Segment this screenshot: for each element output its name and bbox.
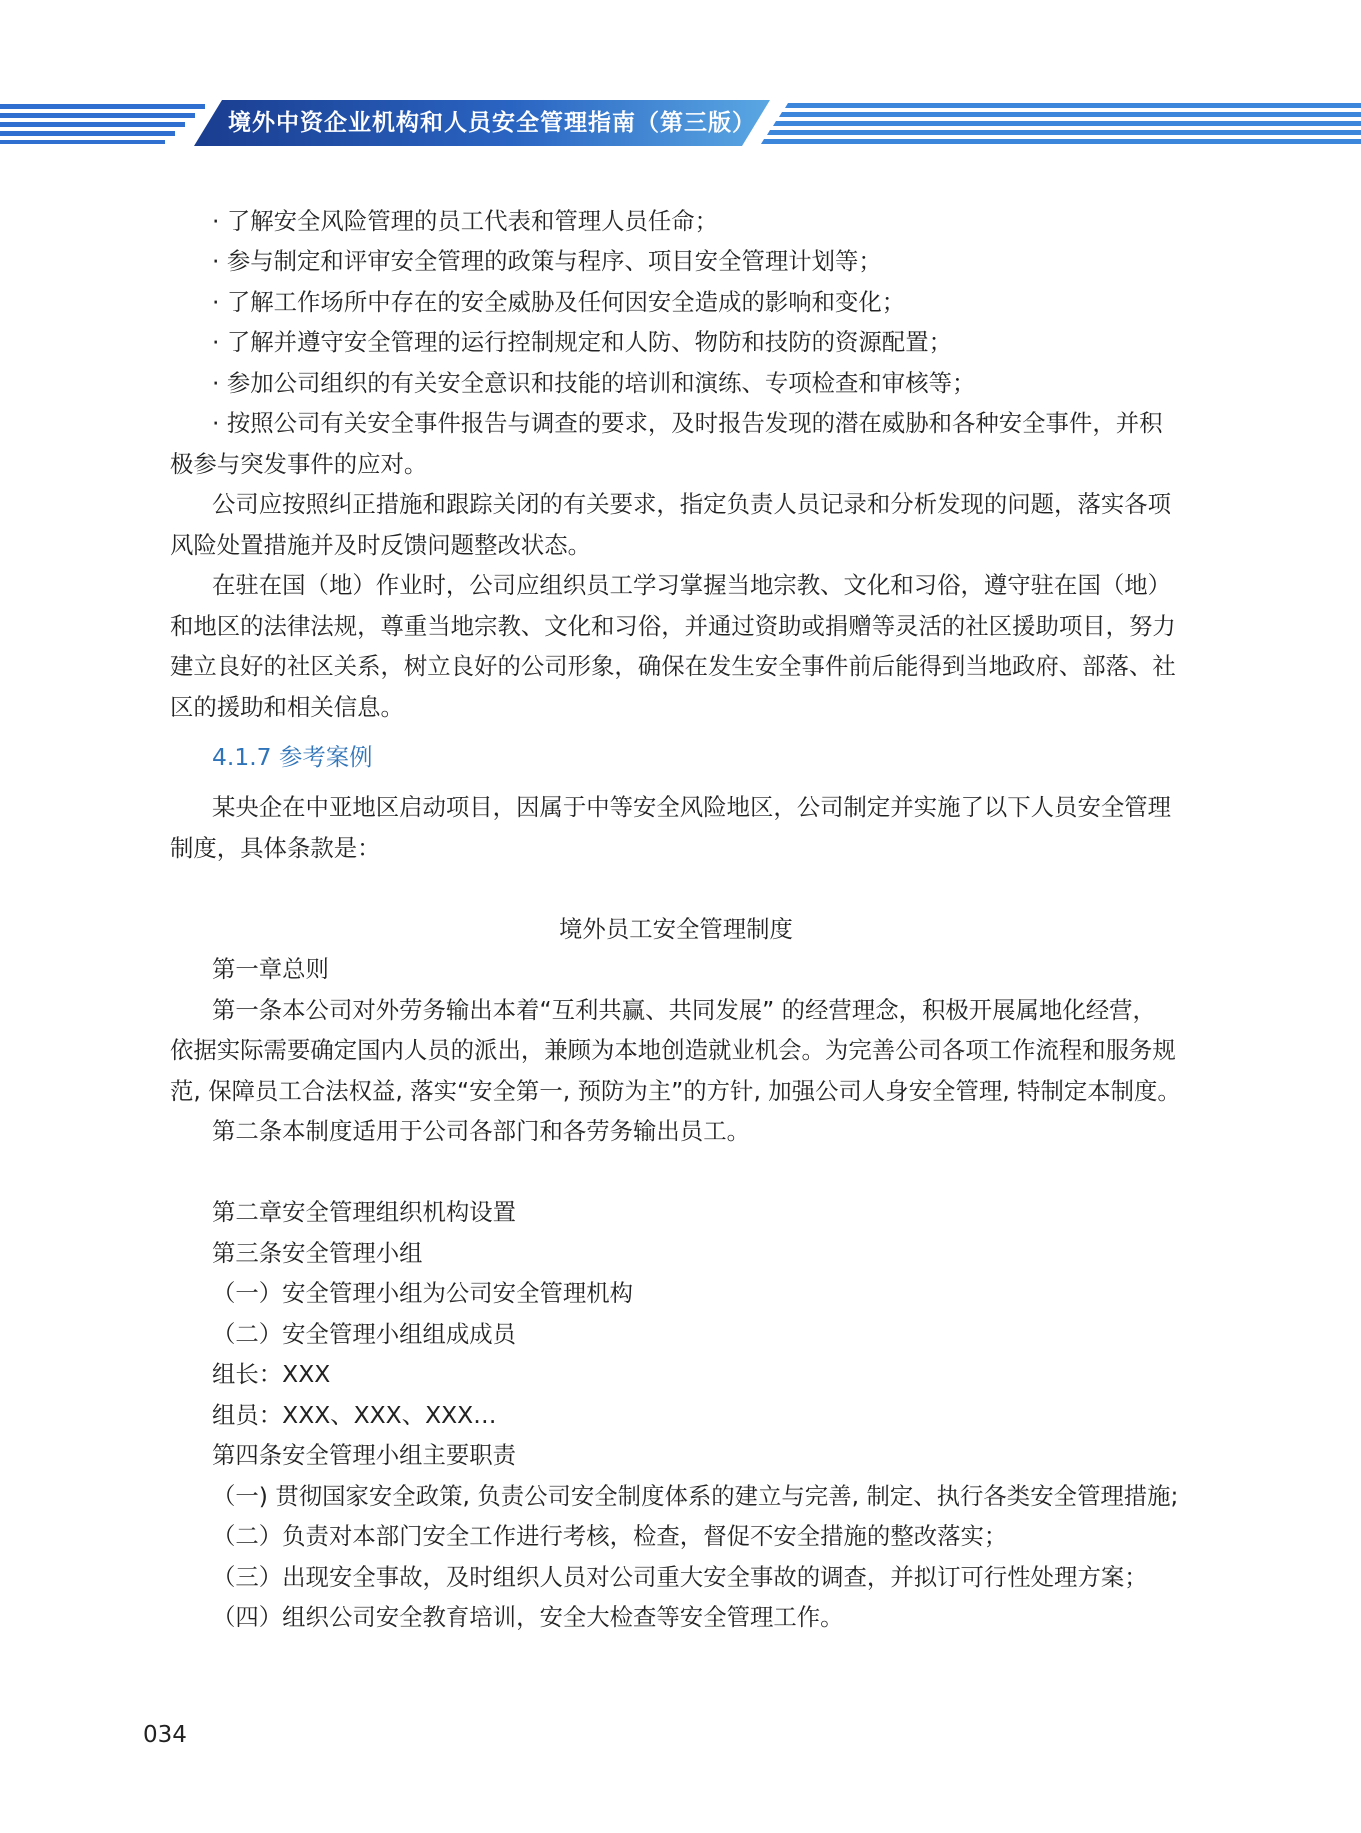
paragraph-line: 公司应按照纠正措施和跟踪关闭的有关要求，指定负责人员记录和分析发现的问题，落实各项 [212, 490, 1172, 518]
list-item: （一）安全管理小组为公司安全管理机构 [212, 1279, 634, 1307]
paragraph-line: 某央企在中亚地区启动项目，因属于中等安全风险地区，公司制定并实施了以下人员安全管理 [212, 793, 1172, 821]
section-heading: 4.1.7 参考案例 [212, 743, 373, 771]
list-item: 组员：XXX、XXX、XXX… [212, 1401, 497, 1429]
bullet-line: · 了解工作场所中存在的安全威胁及任何因安全造成的影响和变化； [212, 288, 906, 316]
bullet-line: · 参加公司组织的有关安全意识和技能的培训和演练、专项检查和审核等； [212, 369, 976, 397]
page-number: 034 [143, 1722, 187, 1748]
paragraph-line: 区的援助和相关信息。 [170, 693, 404, 721]
bullet-line: · 了解并遵守安全管理的运行控制规定和人防、物防和技防的资源配置； [212, 328, 952, 356]
bullet-line: · 了解安全风险管理的员工代表和管理人员任命； [212, 207, 719, 235]
list-item: 组长：XXX [212, 1360, 331, 1388]
paragraph-line: 和地区的法律法规，尊重当地宗教、文化和习俗，并通过资助或捐赠等灵活的社区援助项目，努力 [170, 612, 1176, 640]
regulation-title: 境外员工安全管理制度 [559, 915, 793, 943]
paragraph-line: 范, 保障员工合法权益, 落实“安全第一, 预防为主”的方针, 加强公司人身安全管理, 特制定本制度。 [170, 1077, 1181, 1105]
list-item: （一) 贯彻国家安全政策, 负责公司安全制度体系的建立与完善, 制定、执行各类安全管理措施; [212, 1482, 1179, 1510]
paragraph-line: 建立良好的社区关系，树立良好的公司形象，确保在发生安全事件前后能得到当地政府、部落、社 [170, 652, 1176, 680]
article-heading: 第三条安全管理小组 [212, 1239, 423, 1267]
list-item: （四）组织公司安全教育培训，安全大检查等安全管理工作。 [212, 1603, 844, 1631]
paragraph-line: 制度，具体条款是： [170, 834, 381, 862]
bullet-line: · 参与制定和评审安全管理的政策与程序、项目安全管理计划等； [212, 247, 882, 275]
page-header-band [0, 100, 1361, 146]
list-item: （二）安全管理小组组成成员 [212, 1320, 517, 1348]
list-item: （二）负责对本部门安全工作进行考核，检查，督促不安全措施的整改落实； [212, 1522, 1008, 1550]
paragraph-line: 第二条本制度适用于公司各部门和各劳务输出员工。 [212, 1117, 750, 1145]
chapter-heading: 第一章总则 [212, 955, 329, 983]
list-item: （三）出现安全事故，及时组织人员对公司重大安全事故的调查，并拟订可行性处理方案； [212, 1563, 1148, 1591]
paragraph-line: 极参与突发事件的应对。 [170, 450, 428, 478]
header-title: 境外中资企业机构和人员安全管理指南（第三版） [228, 110, 756, 136]
paragraph-line: 依据实际需要确定国内人员的派出，兼顾为本地创造就业机会。为完善公司各项工作流程和服务规 [170, 1036, 1176, 1064]
article-heading: 第四条安全管理小组主要职责 [212, 1441, 517, 1469]
bullet-line: · 按照公司有关安全事件报告与调查的要求，及时报告发现的潜在威胁和各种安全事件，并积 [212, 409, 1163, 437]
paragraph-line: 风险处置措施并及时反馈问题整改状态。 [170, 531, 592, 559]
chapter-heading: 第二章安全管理组织机构设置 [212, 1198, 517, 1226]
paragraph-line: 在驻在国（地）作业时，公司应组织员工学习掌握当地宗教、文化和习俗，遵守驻在国（地） [212, 571, 1172, 599]
paragraph-line: 第一条本公司对外劳务输出本着“互利共赢、共同发展” 的经营理念，积极开展属地化经营， [212, 996, 1156, 1024]
